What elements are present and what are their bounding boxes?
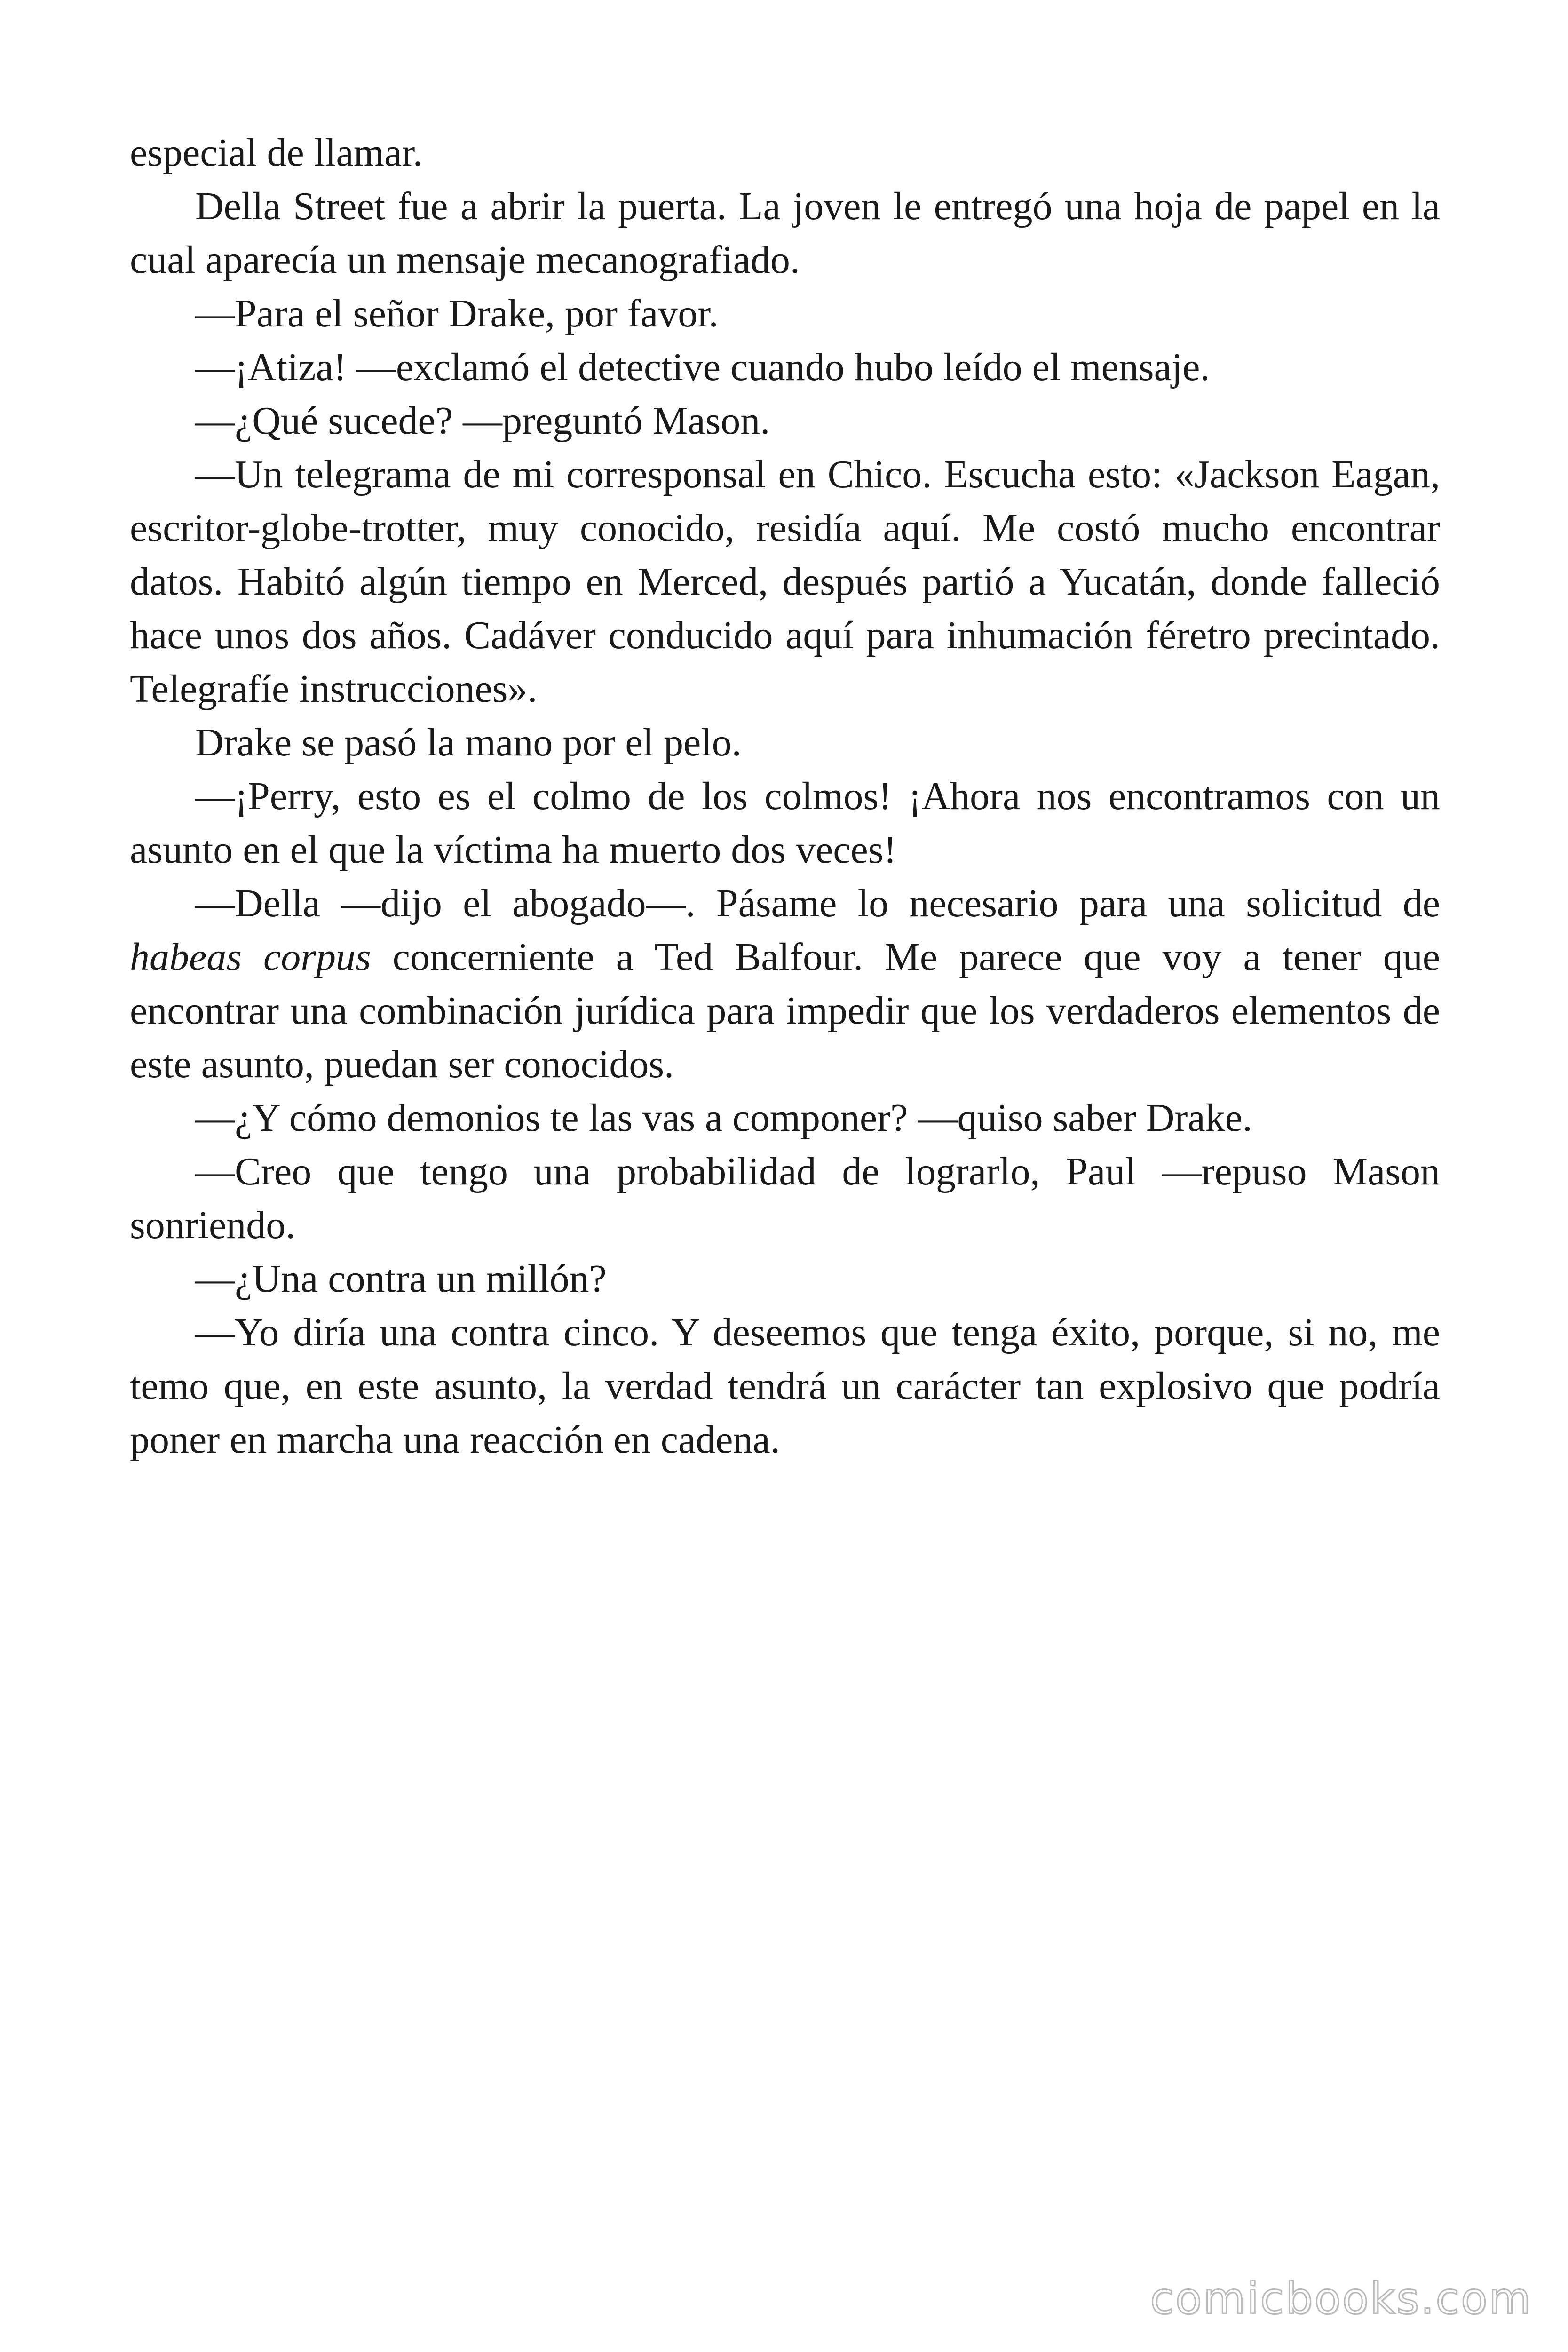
- paragraph-8: —¡Perry, esto es el colmo de los colmos! ¡Ahora nos encontramos con un asunto en el que la víctima ha muerto dos veces!: [130, 774, 1440, 872]
- paragraph-9-before: —Della —dijo el abogado—. Pásame lo necesario para una solicitud de: [195, 882, 1440, 925]
- watermark: comicbooks.com: [1150, 2273, 1532, 2324]
- paragraph-5: —¿Qué sucede? —preguntó Mason.: [195, 399, 770, 443]
- paragraph-10: —¿Y cómo demonios te las vas a componer? —quiso saber Drake.: [195, 1096, 1252, 1140]
- paragraph-2: Della Street fue a abrir la puerta. La joven le entregó una hoja de papel en la cual aparecía un mensaje mecanografiado.: [130, 184, 1440, 282]
- paragraph-7: Drake se pasó la mano por el pelo.: [195, 721, 742, 764]
- paragraph-6: —Un telegrama de mi corresponsal en Chico. Escucha esto: «Jackson Eagan, escritor-globe-trotter, muy conocido, residía aquí. Me costó mucho encontrar datos. Habitó algún tiempo en Merced, después partió a Yucatán, donde falleció hace unos dos años. Cadáver conducido aquí para inhumación féretro precintado. Telegrafíe instrucciones».: [130, 453, 1440, 711]
- paragraph-13: —Yo diría una contra cinco. Y deseemos que tenga éxito, porque, si no, me temo que, en este asunto, la verdad tendrá un carácter tan explosivo que podría poner en marcha una reacción en cadena.: [130, 1311, 1440, 1462]
- page-body: [130, 126, 1440, 1467]
- paragraph-9: [130, 877, 1440, 1091]
- paragraph-11: —Creo que tengo una probabilidad de lograrlo, Paul —repuso Mason sonriendo.: [130, 1150, 1440, 1247]
- paragraph-12: —¿Una contra un millón?: [195, 1257, 607, 1301]
- paragraph-3: —Para el señor Drake, por favor.: [195, 292, 719, 335]
- paragraph-1: especial de llamar.: [130, 131, 423, 175]
- paragraph-4: —¡Atiza! —exclamó el detective cuando hubo leído el mensaje.: [195, 345, 1210, 389]
- paragraph-9-after: concerniente a Ted Balfour. Me parece que voy a tener que encontrar una combinación jurídica para impedir que los verdaderos elementos de este asunto, puedan ser conocidos.: [130, 935, 1440, 1086]
- paragraph-9-italic: habeas corpus: [130, 935, 371, 979]
